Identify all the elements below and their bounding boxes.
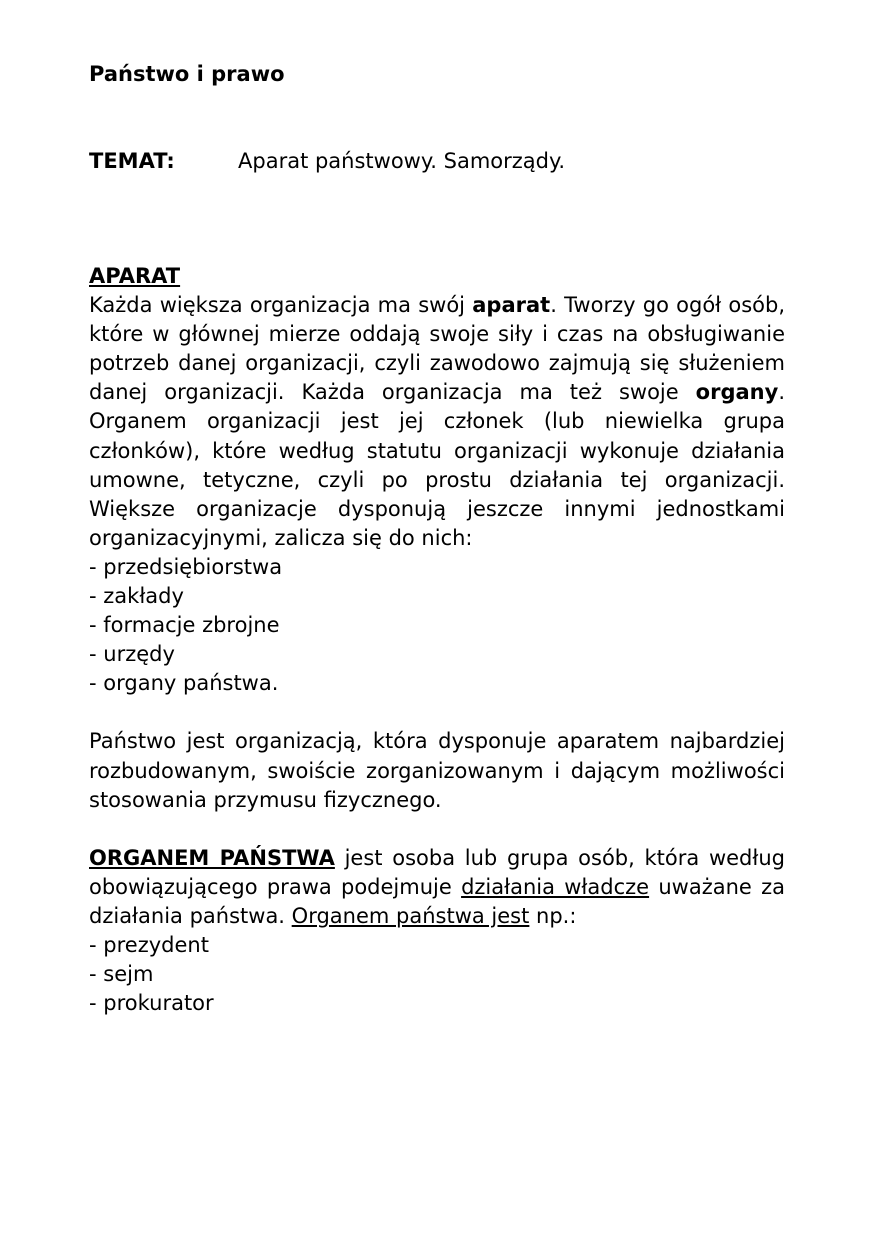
list-item: - urzędy xyxy=(89,640,785,669)
paragraph-panstwo: Państwo jest organizacją, która dysponuje aparatem najbardziej rozbudowanym, swoiście zorganizowanym i dającym możliwości stosowania przymusu fizycznego. xyxy=(89,729,785,812)
section-heading-aparat: APARAT xyxy=(89,264,181,288)
list-item: - prezydent xyxy=(89,931,785,960)
blank-line xyxy=(89,815,785,844)
paragraph-text: uważane za działania państwa. xyxy=(89,874,785,928)
paragraph-text: . Organem organizacji jest jej członek (lub niewielka grupa członków), które według statutu organizacji wykonuje działania umowne, tetyczne, czyli po prostu działania tej organizacji. Większe organizacje dysponują jeszcze innymi jednostkami organizacyjnymi, zalicza się do nich: xyxy=(89,380,785,550)
topic-text: Aparat państwowy. Samorządy. xyxy=(238,149,566,173)
topic-label: TEMAT: xyxy=(89,149,175,173)
section-heading-organ: ORGANEM PAŃSTWA xyxy=(89,845,335,870)
organization-units-list xyxy=(89,553,785,698)
document-body xyxy=(89,262,785,1018)
paragraph-text: jest osoba lub grupa osób, która według obowiązującego prawa podejmuje xyxy=(89,845,785,899)
paragraph-aparat xyxy=(89,291,785,553)
term-organy: organy xyxy=(695,380,779,405)
document-title: Państwo i prawo xyxy=(89,62,285,86)
state-organs-list xyxy=(89,931,785,1018)
paragraph-organ xyxy=(89,844,785,931)
list-item: - przedsiębiorstwa xyxy=(89,553,785,582)
list-item: - formacje zbrojne xyxy=(89,611,785,640)
term-dzialania-wladcze: działania władcze xyxy=(461,874,650,899)
term-aparat: aparat xyxy=(472,293,551,318)
topic-line xyxy=(89,147,565,176)
blank-line xyxy=(89,698,785,727)
paragraph-text: Każda większa organizacja ma swój xyxy=(89,293,473,318)
paragraph-text: . Tworzy go ogół osób, które w głównej mierze oddają swoje siły i czas na obsługiwanie potrzeb danej organizacji, czyli zawodowo zajmują się służeniem danej organizacji. Każda organizacja ma też swoje xyxy=(89,293,786,405)
list-item: - organy państwa. xyxy=(89,669,785,698)
list-item: - sejm xyxy=(89,960,785,989)
paragraph-text: np.: xyxy=(529,903,577,928)
term-organem-panstwa: Organem państwa jest xyxy=(291,903,530,928)
list-item: - prokurator xyxy=(89,989,785,1018)
list-item: - zakłady xyxy=(89,582,785,611)
